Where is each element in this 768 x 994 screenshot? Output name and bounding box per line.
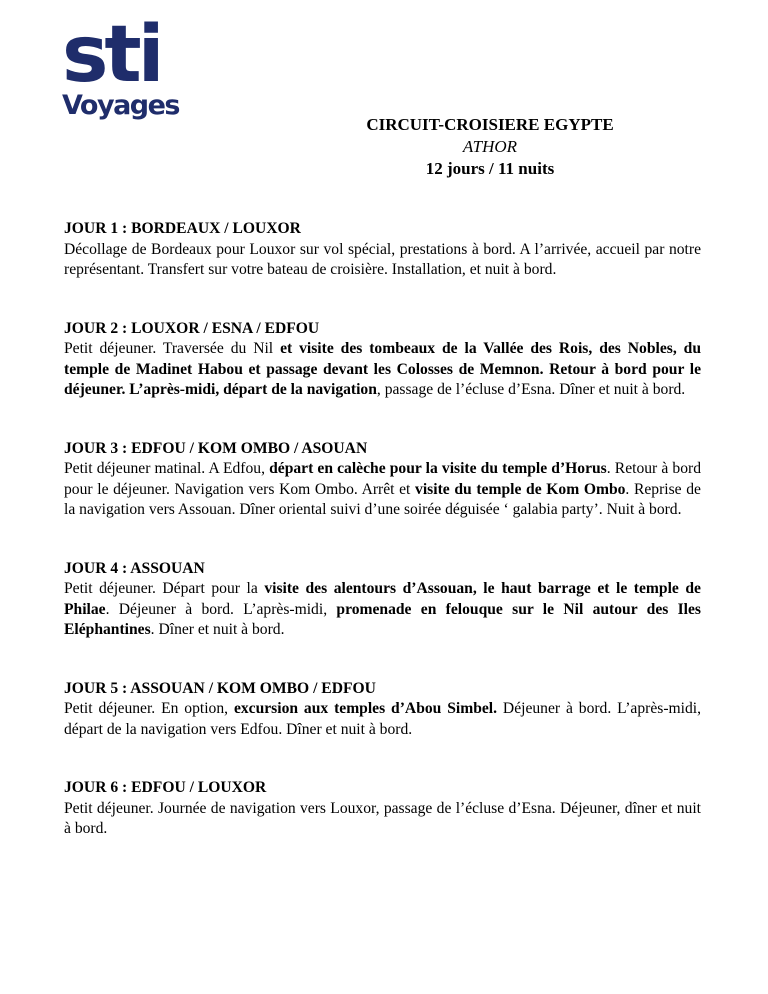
day-description [64, 459, 701, 521]
day-section [64, 439, 701, 521]
description-text: . Retour à bord pour le déjeuner. Navigation vers Kom Ombo. Arrêt et [64, 460, 701, 498]
description-text: . Reprise de la navigation vers Assouan. Dîner oriental suivi d’une soirée déguisée ‘ galabia party’. Nuit à bord. [64, 480, 701, 518]
day-description [64, 799, 701, 840]
description-text: Petit déjeuner. Journée de navigation vers Louxor, passage de l’écluse d’Esna. Déjeuner, dîner et nuit à bord. [64, 799, 701, 837]
day-heading: JOUR 1 : BORDEAUX / LOUXOR [64, 220, 301, 237]
day-description [64, 699, 701, 740]
description-text: Décollage de Bordeaux pour Louxor sur vol spécial, prestations à bord. A l’arrivée, accueil par notre représentant. Transfert sur votre bateau de croisière. Installation, et nuit à bord. [64, 240, 701, 278]
description-text: . Dîner et nuit à bord. [150, 621, 285, 638]
highlight-text: promenade en felouque sur le Nil autour des Iles Eléphantines [64, 600, 701, 638]
highlight-text: excursion aux temples d’Abou Simbel. [233, 700, 498, 717]
day-description [64, 339, 701, 401]
ship-name: ATHOR [462, 137, 518, 156]
day-section [64, 679, 701, 741]
highlight-text: visite des alentours d’Assouan, le haut barrage et le temple de Philae [64, 580, 701, 618]
sti-voyages-logo [62, 10, 192, 130]
logo-sub-text: Voyages [62, 90, 179, 121]
logo-main-text: sti [62, 10, 161, 100]
document-title-block [300, 114, 680, 180]
day-heading: JOUR 3 : EDFOU / KOM OMBO / ASOUAN [64, 439, 368, 457]
description-text: Petit déjeuner. Traversée du Nil [64, 340, 281, 357]
day-section [64, 778, 701, 840]
day-heading: JOUR 2 : LOUXOR / ESNA / EDFOU [64, 319, 320, 337]
day-section [64, 219, 701, 281]
day-heading: JOUR 4 : ASSOUAN [64, 559, 205, 577]
description-text: Petit déjeuner. Départ pour la [64, 580, 265, 597]
day-heading: JOUR 5 : ASSOUAN / KOM OMBO / EDFOU [64, 679, 376, 697]
day-description [64, 579, 701, 641]
highlight-text: et visite des tombeaux de la Vallée des Rois, des Nobles, du temple de Madinet Habou et passage devant les Colosses de Memnon. Retour à bord pour le déjeuner. L’après-midi, départ de la navigation [64, 340, 701, 398]
itinerary [64, 219, 701, 878]
day-description [64, 240, 701, 281]
highlight-text: départ en calèche pour la visite du temple d’Horus [269, 460, 607, 477]
description-text: , passage de l’écluse d’Esna. Dîner et nuit à bord. [376, 381, 686, 398]
document-title: CIRCUIT-CROISIERE EGYPTE [366, 115, 614, 134]
day-section [64, 319, 701, 401]
description-text: . Déjeuner à bord. L’après-midi, [105, 600, 337, 618]
description-text: Petit déjeuner matinal. A Edfou, [64, 460, 270, 477]
day-section [64, 559, 701, 641]
description-text: Petit déjeuner. En option, [64, 700, 234, 717]
day-heading: JOUR 6 : EDFOU / LOUXOR [64, 779, 267, 796]
trip-duration: 12 jours / 11 nuits [425, 159, 555, 178]
description-text: Déjeuner à bord. L’après-midi, départ de la navigation vers Edfou. Dîner et nuit à bord. [64, 700, 702, 738]
highlight-text: visite du temple de Kom Ombo [415, 480, 626, 498]
